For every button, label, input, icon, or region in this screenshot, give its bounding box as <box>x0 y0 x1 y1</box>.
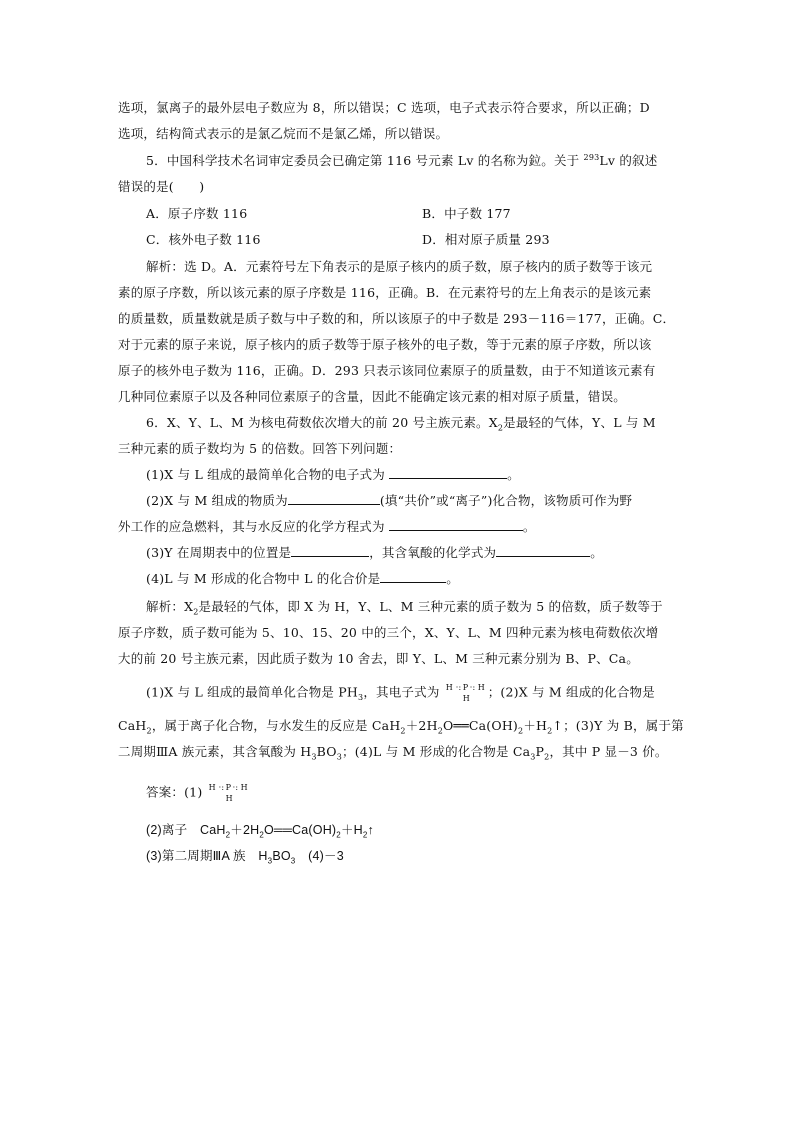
electron-dots: ·: <box>455 683 462 692</box>
text: 。 <box>446 571 459 586</box>
atom-label: H <box>225 794 233 803</box>
subscript: 2 <box>544 752 550 762</box>
text: 。 <box>590 545 603 560</box>
analysis-line: 几种同位素原子以及各种同位素原子的含量，因此不能确定该元素的相对原子质量，错误。 <box>118 389 627 404</box>
electron-dots: ·: <box>232 783 239 792</box>
analysis-line: 对于元素的原子来说，原子核内的质子数等于原子核外的电子数，等于元素的原子序数，所以该 <box>118 337 652 352</box>
option-a: A．原子序数 116 <box>146 206 248 221</box>
option-b: B．中子数 177 <box>422 206 511 221</box>
text: ；(2)X 与 M 组成的化合物是 <box>487 684 655 700</box>
subscript: 2 <box>437 726 443 736</box>
analysis-line <box>146 597 663 617</box>
text: 外工作的应急燃料，其与水反应的化学方程式为 <box>118 519 385 534</box>
option-d: D．相对原子质量 293 <box>422 232 550 247</box>
text: (4)－3 <box>295 849 344 863</box>
text: ＋H <box>340 823 363 837</box>
electron-formula-ph3 <box>207 782 251 804</box>
text: ；(4)L 与 M 形成的化合物是 Ca <box>342 744 531 759</box>
subscript: 3 <box>530 752 536 762</box>
text: ＋2H <box>405 718 438 733</box>
subscript: 2 <box>547 726 553 736</box>
subscript: 2 <box>259 830 264 840</box>
text: (填“共价”或“离子”)化合物，该物质可作为野 <box>379 493 633 508</box>
analysis-line <box>118 716 684 736</box>
text: ＋2H <box>230 823 260 837</box>
subscript: 2 <box>362 830 368 840</box>
mass-number: 293 <box>583 152 600 162</box>
subscript: 3 <box>336 752 343 762</box>
text-line: 选项，氯离子的最外层电子数应为 8，所以错误；C 选项，电子式表示符合要求，所以正确；D <box>118 100 650 115</box>
electron-formula-ph3 <box>444 682 488 704</box>
text: 二周期ⅢA 族元素，其含氧酸为 H <box>118 744 312 759</box>
atom-label: P <box>462 683 469 692</box>
text: BO <box>316 744 337 759</box>
answer-blank[interactable] <box>380 570 446 583</box>
analysis-line <box>146 682 655 704</box>
subscript: 2 <box>336 830 341 840</box>
text: ↑；(3)Y 为 B，属于第 <box>552 718 684 733</box>
text-line: 错误的是( ) <box>118 179 205 194</box>
text: (4)L 与 M 形成的化合物中 L 的化合价是 <box>146 571 381 586</box>
atom-label: H <box>208 783 216 792</box>
subscript: 2 <box>193 607 199 617</box>
answer-line <box>146 820 374 840</box>
text: 5．中国科学技术名词审定委员会已确定第 116 号元素 Lv 的名称为鉝。关于 <box>146 153 584 168</box>
text: BO <box>272 849 291 863</box>
analysis-line: 素的原子序数，所以该元素的原子序数是 116，正确。B．在元素符号的左上角表示的是该元素 <box>118 285 652 300</box>
text: (3)Y 在周期表中的位置是 <box>146 545 292 560</box>
text: (2)离子 CaH <box>146 823 226 837</box>
question-6 <box>146 413 656 433</box>
answer-blank[interactable] <box>389 466 507 479</box>
text: 是最轻的气体，Y、L 与 M <box>503 415 656 430</box>
text: 答案：(1) <box>146 784 203 800</box>
option-c: C．核外电子数 116 <box>146 232 261 247</box>
atom-label: H <box>477 683 485 692</box>
sub-question-2 <box>146 491 632 509</box>
subscript: 3 <box>358 693 364 702</box>
atom-label: H <box>462 694 470 703</box>
analysis-line: 大的前 20 号主族元素，因此质子数为 10 舍去，即 Y、L、M 三种元素分别为 B、P、Ca。 <box>118 651 639 666</box>
subscript: 3 <box>267 856 273 866</box>
atom-label: H <box>445 683 453 692</box>
text: CaH <box>118 718 147 733</box>
text: 6．X、Y、L、M 为核电荷数依次增大的前 20 号主族元素。X <box>146 415 498 430</box>
question-5 <box>146 151 657 169</box>
analysis-line: 原子序数，质子数可能为 5、10、15、20 中的三个，X、Y、L、M 四种元素为核电荷数依次增 <box>118 625 659 640</box>
text: P <box>535 744 545 759</box>
atom-label: P <box>225 783 232 792</box>
subscript: 2 <box>497 423 504 433</box>
sub-question-1 <box>146 465 520 483</box>
text: (1)X 与 L 组成的最简单化合物的电子式为 <box>146 467 385 482</box>
electron-dots: ·: <box>469 683 476 692</box>
text: ＋H <box>523 718 548 733</box>
text: Lv 的叙述 <box>599 153 658 168</box>
text: ，其含氧酸的化学式为 <box>369 545 497 560</box>
subscript: 2 <box>518 726 524 736</box>
subscript: 2 <box>146 726 152 736</box>
electron-dots: ·: <box>218 783 225 792</box>
answer-blank[interactable] <box>496 544 590 557</box>
answer-blank[interactable] <box>291 544 369 557</box>
analysis-line: 的质量数，质量数就是质子数与中子数的和，所以该原子的中子数是 293－116＝177，正确。C． <box>118 311 676 326</box>
text: 。 <box>507 467 520 482</box>
text: O══Ca(OH) <box>442 718 519 733</box>
text-line: 三种元素的质子数均为 5 的倍数。回答下列问题： <box>118 441 402 456</box>
subscript: 3 <box>311 752 317 762</box>
answer-blank[interactable] <box>389 518 523 531</box>
text: ，其电子式为 <box>363 684 440 700</box>
subscript: 3 <box>290 856 296 866</box>
text: ↑ <box>367 823 374 837</box>
sub-question-3 <box>146 543 603 561</box>
answer-blank[interactable] <box>288 492 380 505</box>
text: (3)第二周期ⅢA 族 H <box>146 849 268 863</box>
analysis-line <box>118 742 668 762</box>
text-line <box>118 517 536 535</box>
subscript: 2 <box>225 830 231 840</box>
text: (2)X 与 M 组成的物质为 <box>146 493 288 508</box>
text-line: 选项，结构简式表示的是氯乙烷而不是氯乙烯，所以错误。 <box>118 126 449 141</box>
sub-question-4 <box>146 569 459 587</box>
text: 是最轻的气体，即 X 为 H，Y、L、M 三种元素的质子数为 5 的倍数，质子数等于 <box>198 599 663 614</box>
text: O══Ca(OH) <box>264 823 337 837</box>
atom-label: H <box>240 783 248 792</box>
text: ，属于离子化合物，与水发生的反应是 CaH <box>151 718 401 733</box>
analysis-line: 原子的核外电子数为 116，正确。D．293 只表示该同位素原子的质量数，由于不知道该元素有 <box>118 363 656 378</box>
text: (1)X 与 L 组成的最简单化合物是 PH <box>146 684 359 700</box>
text: 解析：X <box>146 599 194 614</box>
text: ，其中 P 显－3 价。 <box>549 744 668 759</box>
answer-line <box>146 782 251 804</box>
answer-line <box>146 846 344 866</box>
text: 。 <box>522 519 536 534</box>
subscript: 2 <box>400 726 406 736</box>
analysis-line: 解析：选 D。A．元素符号左下角表示的是原子核内的质子数，原子核内的质子数等于该元 <box>146 259 653 274</box>
